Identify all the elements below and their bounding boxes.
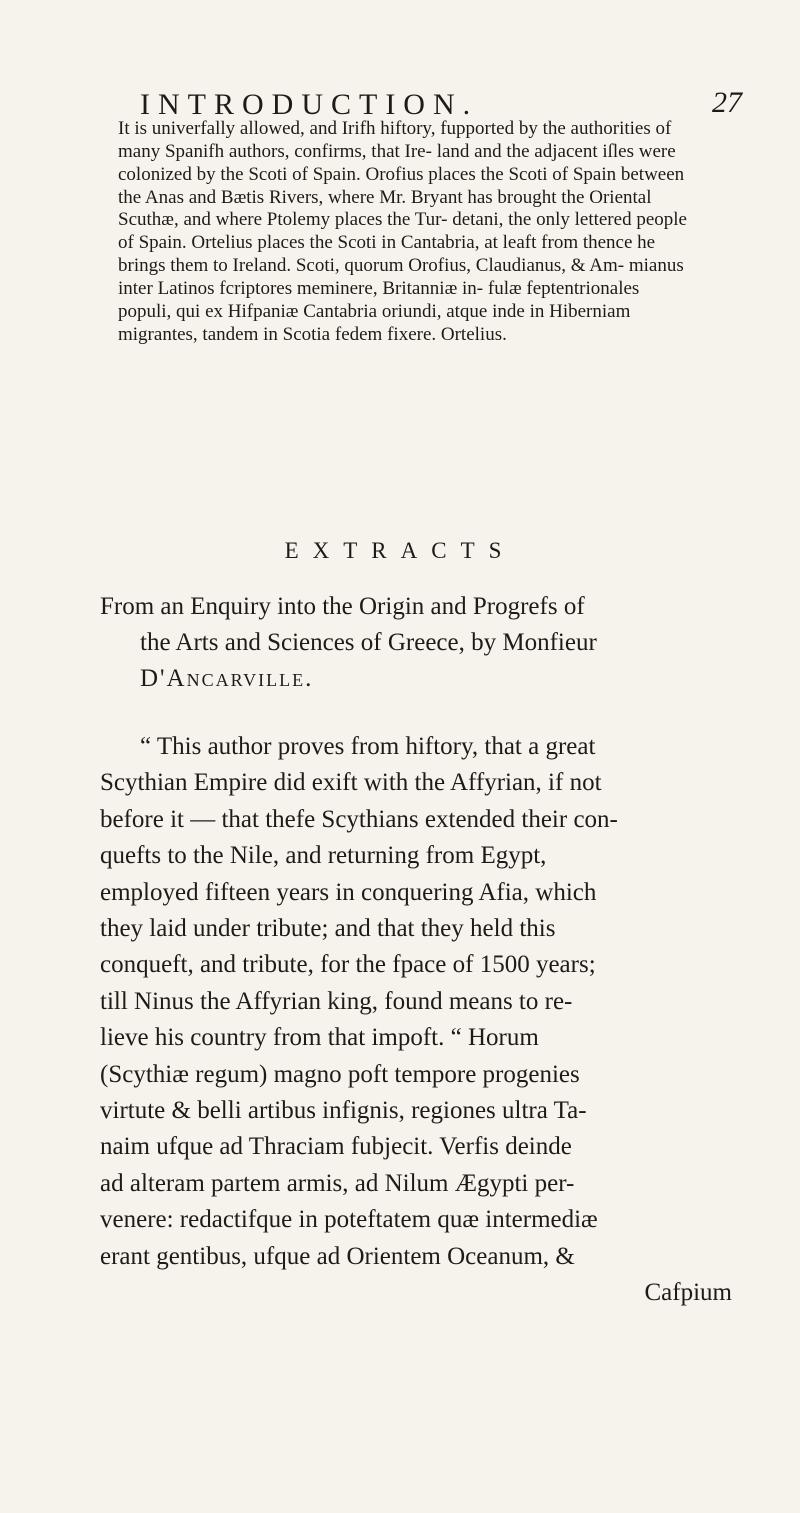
extract-line: erant gentibus, ufque ad Orientem Oceanum, & [100, 1242, 575, 1270]
extract-line: quefts to the Nile, and returning from Egypt, [100, 842, 547, 870]
extract-line: lieve his country from that impoft. “ Horum [100, 1024, 539, 1052]
extract-line: ad alteram partem armis, ad Nilum Ægypti per- [100, 1169, 575, 1197]
extract-line: naim ufque ad Thraciam fubjecit. Verfis deinde [100, 1133, 572, 1161]
extract-line: venere: redactifque in poteftatem quæ intermediæ [100, 1206, 598, 1234]
extract-source [100, 589, 740, 697]
extract-line: before it — that thefe Scythians extended their con- [100, 805, 618, 833]
source-line-1: From an Enquiry into the Origin and Progrefs of [100, 593, 585, 620]
running-head: INTRODUCTION. [140, 88, 479, 121]
source-line-2: the Arts and Sciences of Greece, by Monfieur [140, 629, 597, 656]
source-line-3: D'Ancarville. [140, 665, 314, 692]
extract-line: Scythian Empire did exift with the Affyrian, if not [100, 769, 602, 797]
extract-line: Cafpium [644, 1279, 732, 1307]
extract-line: till Ninus the Affyrian king, found means to re- [100, 987, 573, 1015]
extract-line: virtute & belli artibus infignis, regiones ultra Ta- [100, 1097, 587, 1125]
intro-paragraph: It is univerfally allowed, and Irifh hiftory, fupported by the authorities of many Spanifh authors, confirms, that Ire- land and the adjacent iſles were colonized by the Scoti of Spain. Orofius places the Scoti of Spain between the Anas and Bætis Rivers, where Mr. Bryant has brought the Oriental Scuthæ, and where Ptolemy places the Tur- detani, the only lettered people of Spain. Ortelius places the Scoti in Cantabria, at leaft from thence he brings them to Ireland. Scoti, quorum Orofius, Claudianus, & Am- mianus inter Latinos fcriptores meminere, Britanniæ in- fulæ feptentrionales populi, qui ex Hifpaniæ Cantabria oriundi, atque inde in Hiberniam migrantes, tandem in Scotia fedem fixere. Ortelius. [118, 118, 687, 345]
page-number: 27 [712, 86, 742, 119]
extract-line: they laid under tribute; and that they held this [100, 915, 556, 943]
extract-paragraph [100, 729, 732, 1312]
extract-line: (Scythiæ regum) magno poft tempore progenies [100, 1060, 580, 1088]
extracts-heading: EXTRACTS [284, 538, 516, 563]
extract-line: conqueft, and tribute, for the fpace of 1500 years; [100, 951, 596, 979]
extract-line: employed fifteen years in conquering Afia, which [100, 878, 597, 906]
extract-line: “ This author proves from hiftory, that a great [140, 733, 596, 760]
